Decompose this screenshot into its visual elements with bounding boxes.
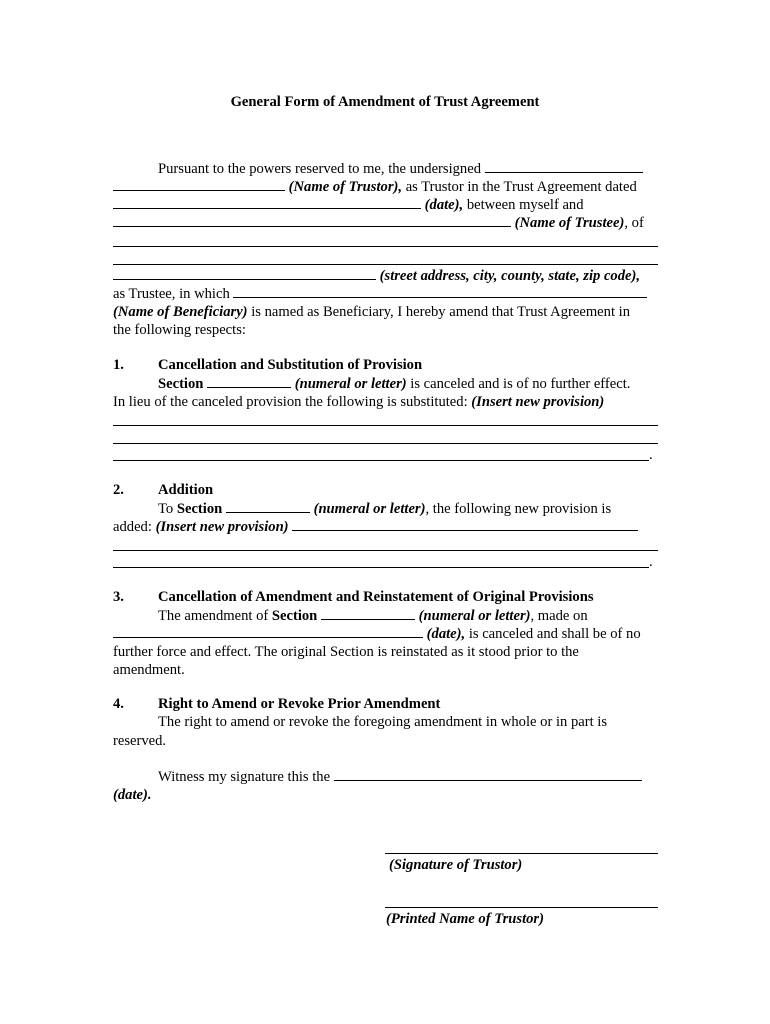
intro-line-4: (Name of Trustee), of	[113, 214, 658, 232]
section-2-provision-blank[interactable]	[292, 518, 638, 531]
section-2-line-2: To Section (numeral or letter), the following new provision is	[158, 501, 612, 517]
page-title: General Form of Amendment of Trust Agreement	[230, 94, 540, 110]
address-blank[interactable]	[113, 267, 376, 280]
section-4-heading: Right to Amend or Revoke Prior Amendment	[158, 696, 441, 712]
address-line-blank-1[interactable]	[113, 246, 658, 247]
section-2-number: 2.	[113, 482, 124, 498]
agreement-date-blank[interactable]	[113, 196, 421, 209]
section-4-line-2: The right to amend or revoke the foregoing amendment in whole or in part is	[158, 714, 608, 730]
section-3-line-2: The amendment of Section (numeral or letter), made on	[158, 608, 588, 624]
section-4-line-3: reserved.	[113, 733, 167, 749]
section-1-number-blank[interactable]	[207, 375, 291, 388]
section-1-line-3: In lieu of the canceled provision the following is substituted: (Insert new provision)	[113, 394, 605, 410]
witness-line: Witness my signature this the	[158, 768, 642, 786]
printed-name-line[interactable]	[385, 907, 658, 908]
section-3-line-5: amendment.	[113, 662, 185, 678]
section-2-period: .	[649, 554, 653, 570]
signature-label: (Signature of Trustor)	[389, 857, 523, 873]
intro-line-7: (Name of Beneficiary) is named as Beneficiary, I hereby amend that Trust Agreement in	[113, 304, 630, 320]
intro-line-2: (Name of Trustor), as Trustor in the Trust Agreement dated	[113, 178, 658, 196]
section-2-number-blank[interactable]	[226, 500, 310, 513]
trustor-name-blank[interactable]	[113, 178, 285, 191]
section-1-line-2: Section (numeral or letter) is canceled and is of no further effect.	[158, 376, 631, 392]
intro-line-1: Pursuant to the powers reserved to me, the undersigned	[113, 160, 658, 178]
section-1-provision-blank-1[interactable]	[113, 425, 658, 426]
address-line-blank-2[interactable]	[113, 264, 658, 265]
witness-date-blank[interactable]	[334, 768, 642, 781]
section-1-heading: Cancellation and Substitution of Provision	[158, 357, 423, 373]
section-2-provision-blank-2[interactable]	[113, 567, 649, 568]
intro-line-8: the following respects:	[113, 322, 246, 338]
section-2-provision-blank-1[interactable]	[113, 550, 658, 551]
section-1-period: .	[649, 447, 653, 463]
undersigned-blank[interactable]	[485, 160, 643, 173]
section-2-heading: Addition	[158, 482, 214, 498]
section-1-provision-blank-3[interactable]	[113, 460, 649, 461]
section-2-line-3: added: (Insert new provision)	[113, 518, 658, 536]
witness-date-label: (date).	[113, 787, 152, 803]
printed-name-label: (Printed Name of Trustor)	[386, 911, 544, 927]
intro-line-3: (date), between myself and	[113, 196, 658, 214]
beneficiary-blank[interactable]	[233, 285, 647, 298]
section-3-line-4: further force and effect. The original Section is reinstated as it stood prior to the	[113, 644, 579, 660]
trustee-name-blank[interactable]	[113, 214, 511, 227]
section-1-provision-blank-2[interactable]	[113, 443, 658, 444]
intro-line-6: as Trustee, in which	[113, 285, 658, 303]
section-3-line-3: (date), is canceled and shall be of no	[113, 625, 658, 643]
section-3-number: 3.	[113, 589, 124, 605]
section-3-date-blank[interactable]	[113, 625, 423, 638]
intro-line-5: (street address, city, county, state, zip code),	[113, 267, 658, 285]
section-4-number: 4.	[113, 696, 124, 712]
section-1-number: 1.	[113, 357, 124, 373]
section-3-number-blank[interactable]	[321, 607, 415, 620]
section-3-heading: Cancellation of Amendment and Reinstatement of Original Provisions	[158, 589, 594, 605]
signature-line[interactable]	[385, 853, 658, 854]
